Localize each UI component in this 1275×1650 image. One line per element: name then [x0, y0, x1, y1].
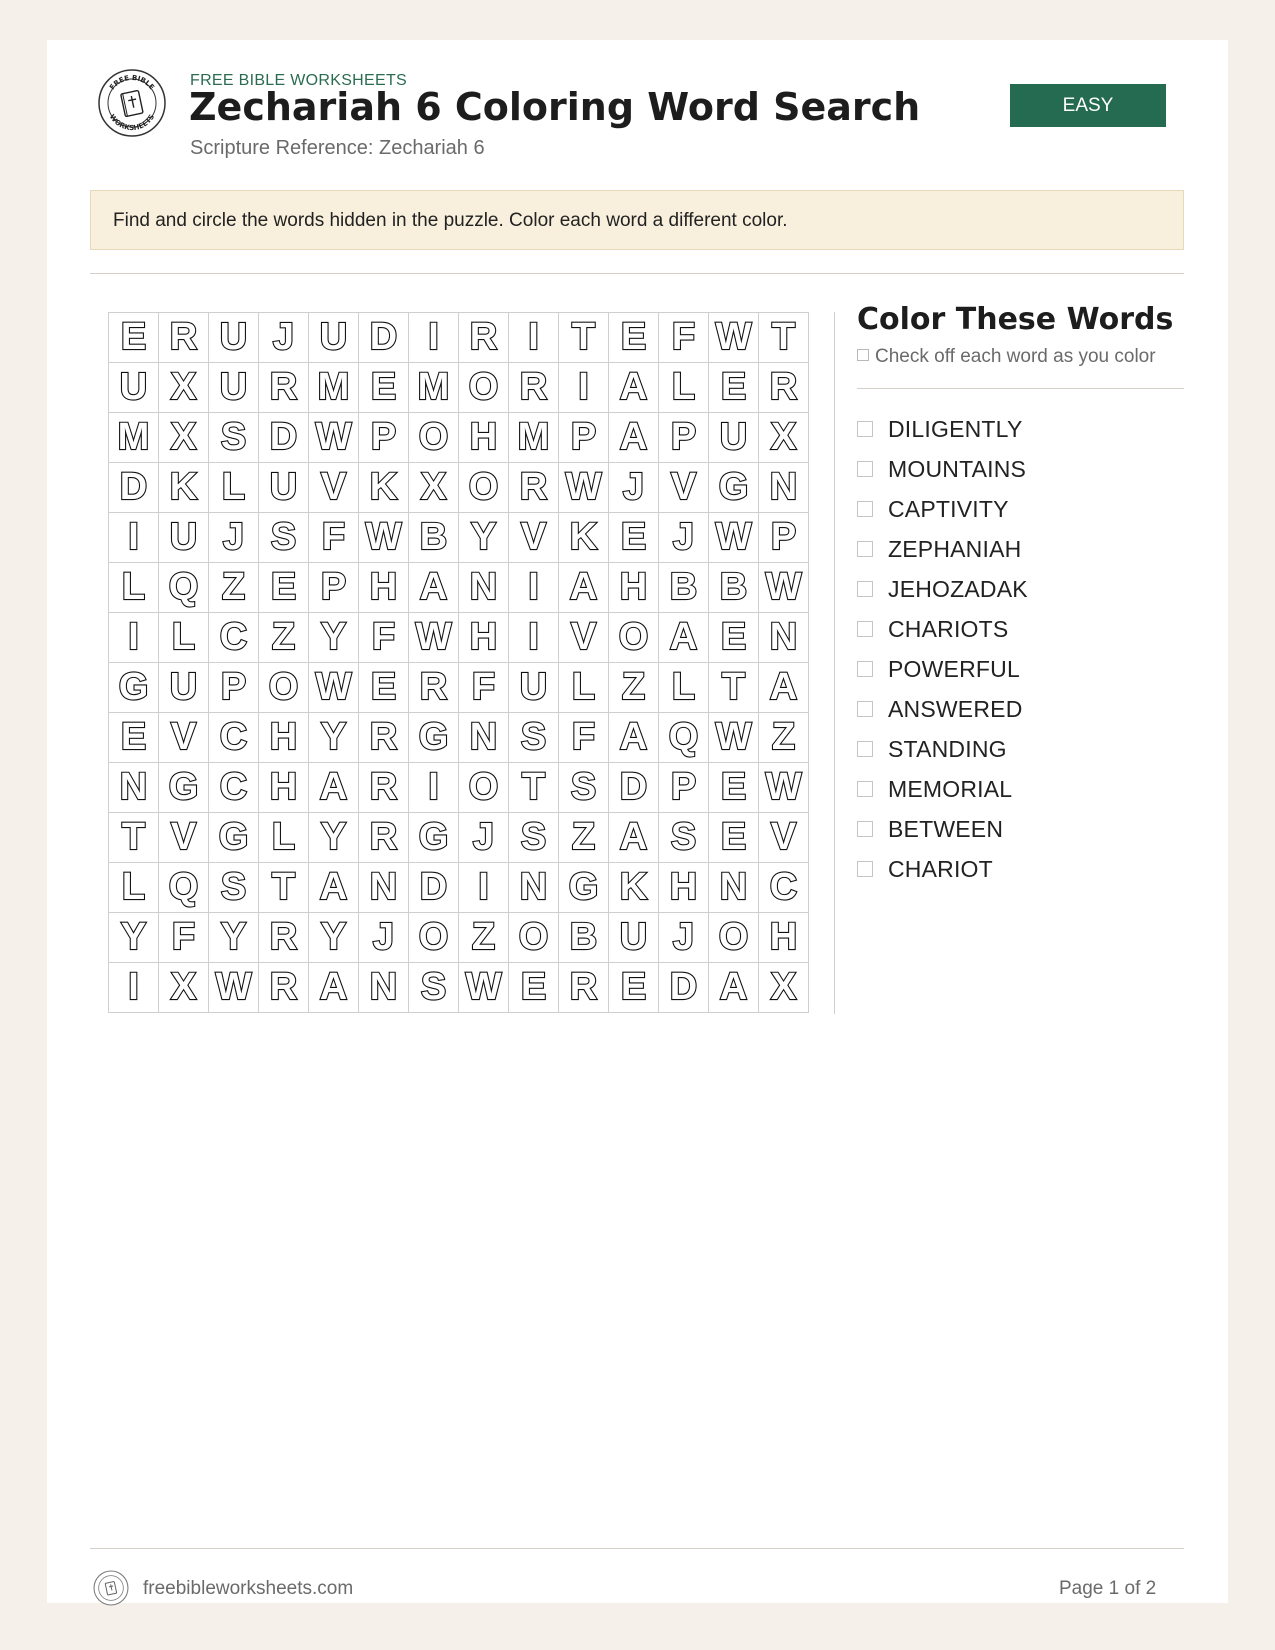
grid-cell[interactable]: F: [659, 313, 709, 363]
grid-cell[interactable]: A: [309, 963, 359, 1013]
grid-cell[interactable]: U: [259, 463, 309, 513]
grid-cell[interactable]: J: [609, 463, 659, 513]
grid-cell[interactable]: N: [359, 863, 409, 913]
logo-text-top: FREE BIBLE: [108, 73, 156, 92]
grid-cell[interactable]: J: [659, 513, 709, 563]
grid-cell[interactable]: Y: [309, 713, 359, 763]
grid-cell[interactable]: O: [509, 913, 559, 963]
grid-cell[interactable]: N: [509, 863, 559, 913]
word-checkbox[interactable]: [857, 421, 873, 437]
grid-cell[interactable]: M: [409, 363, 459, 413]
grid-cell[interactable]: Z: [459, 913, 509, 963]
grid-cell[interactable]: T: [709, 663, 759, 713]
grid-cell[interactable]: Z: [209, 563, 259, 613]
grid-cell[interactable]: X: [159, 413, 209, 463]
grid-cell[interactable]: R: [259, 913, 309, 963]
grid-cell[interactable]: I: [509, 563, 559, 613]
grid-cell[interactable]: I: [509, 613, 559, 663]
grid-cell[interactable]: R: [259, 363, 309, 413]
grid-cell[interactable]: D: [359, 313, 409, 363]
grid-cell[interactable]: E: [109, 713, 159, 763]
word-label: CAPTIVITY: [888, 495, 1009, 522]
footer-site-link[interactable]: freebibleworksheets.com: [143, 1578, 354, 1599]
grid-cell[interactable]: E: [609, 513, 659, 563]
grid-cell[interactable]: P: [659, 763, 709, 813]
grid-cell[interactable]: G: [409, 713, 459, 763]
word-list: [857, 409, 1028, 889]
grid-cell[interactable]: A: [659, 613, 709, 663]
grid-cell[interactable]: L: [209, 463, 259, 513]
grid-cell[interactable]: S: [509, 713, 559, 763]
grid-cell[interactable]: E: [709, 363, 759, 413]
grid-cell[interactable]: Q: [159, 863, 209, 913]
word-checkbox[interactable]: [857, 861, 873, 877]
grid-cell[interactable]: Q: [159, 563, 209, 613]
grid-cell[interactable]: I: [109, 613, 159, 663]
grid-cell[interactable]: X: [409, 463, 459, 513]
word-list-item: [857, 609, 1028, 649]
grid-cell[interactable]: D: [259, 413, 309, 463]
word-list-item: [857, 729, 1028, 769]
grid-cell[interactable]: A: [609, 813, 659, 863]
grid-cell[interactable]: E: [709, 813, 759, 863]
grid-cell[interactable]: T: [759, 313, 809, 363]
grid-cell[interactable]: N: [759, 613, 809, 663]
grid-cell[interactable]: A: [309, 863, 359, 913]
grid-cell[interactable]: S: [409, 963, 459, 1013]
grid-cell[interactable]: Z: [759, 713, 809, 763]
word-label: MOUNTAINS: [888, 455, 1027, 482]
word-label: BETWEEN: [888, 815, 1004, 842]
grid-cell[interactable]: S: [209, 413, 259, 463]
word-checkbox[interactable]: [857, 741, 873, 757]
grid-cell[interactable]: A: [559, 563, 609, 613]
grid-cell[interactable]: P: [309, 563, 359, 613]
grid-cell[interactable]: J: [359, 913, 409, 963]
word-checkbox[interactable]: [857, 501, 873, 517]
grid-cell[interactable]: C: [759, 863, 809, 913]
grid-cell[interactable]: P: [359, 413, 409, 463]
grid-cell[interactable]: I: [509, 313, 559, 363]
word-label: JEHOZADAK: [888, 575, 1028, 602]
word-list-item: [857, 689, 1028, 729]
grid-cell[interactable]: R: [509, 363, 559, 413]
grid-cell[interactable]: N: [109, 763, 159, 813]
grid-cell[interactable]: L: [659, 663, 709, 713]
grid-cell[interactable]: V: [159, 713, 209, 763]
grid-cell[interactable]: X: [759, 413, 809, 463]
grid-cell[interactable]: R: [409, 663, 459, 713]
grid-cell[interactable]: G: [709, 463, 759, 513]
grid-cell[interactable]: E: [359, 663, 409, 713]
grid-cell[interactable]: R: [359, 763, 409, 813]
grid-cell[interactable]: P: [559, 413, 609, 463]
grid-cell[interactable]: B: [659, 563, 709, 613]
grid-cell[interactable]: U: [209, 313, 259, 363]
grid-cell[interactable]: D: [659, 963, 709, 1013]
grid-cell[interactable]: F: [559, 713, 609, 763]
grid-cell[interactable]: L: [659, 363, 709, 413]
word-label: MEMORIAL: [888, 775, 1013, 802]
grid-cell[interactable]: H: [609, 563, 659, 613]
grid-cell[interactable]: R: [259, 963, 309, 1013]
brand-name: FREE BIBLE WORKSHEETS: [190, 72, 408, 89]
word-label: CHARIOTS: [888, 615, 1009, 642]
word-list-item: [857, 849, 1028, 889]
word-checkbox[interactable]: [857, 581, 873, 597]
footer-logo-icon: [93, 1570, 129, 1606]
grid-cell[interactable]: W: [759, 563, 809, 613]
footer-divider: [90, 1548, 1184, 1549]
word-list-subtitle: [857, 346, 1156, 368]
grid-cell[interactable]: O: [409, 913, 459, 963]
grid-cell[interactable]: X: [759, 963, 809, 1013]
grid-cell[interactable]: G: [409, 813, 459, 863]
grid-cell[interactable]: U: [159, 663, 209, 713]
grid-cell[interactable]: C: [209, 763, 259, 813]
grid-cell[interactable]: T: [259, 863, 309, 913]
grid-cell[interactable]: A: [609, 713, 659, 763]
word-checkbox[interactable]: [857, 701, 873, 717]
grid-cell[interactable]: Y: [309, 813, 359, 863]
grid-cell[interactable]: K: [159, 463, 209, 513]
word-label: STANDING: [888, 735, 1007, 762]
grid-cell[interactable]: L: [159, 613, 209, 663]
worksheet-page: [47, 40, 1228, 1603]
grid-cell[interactable]: M: [309, 363, 359, 413]
grid-cell[interactable]: D: [409, 863, 459, 913]
grid-cell[interactable]: E: [709, 613, 759, 663]
grid-cell[interactable]: Z: [609, 663, 659, 713]
grid-cell[interactable]: O: [459, 463, 509, 513]
grid-cell[interactable]: O: [459, 363, 509, 413]
grid-cell[interactable]: E: [609, 313, 659, 363]
grid-cell[interactable]: H: [259, 713, 309, 763]
grid-cell[interactable]: R: [559, 963, 609, 1013]
grid-cell[interactable]: L: [109, 563, 159, 613]
grid-cell[interactable]: F: [159, 913, 209, 963]
difficulty-badge: EASY: [1010, 84, 1166, 127]
grid-cell[interactable]: F: [459, 663, 509, 713]
grid-cell[interactable]: J: [659, 913, 709, 963]
grid-cell[interactable]: W: [309, 663, 359, 713]
grid-cell[interactable]: P: [659, 413, 709, 463]
word-checkbox[interactable]: [857, 661, 873, 677]
grid-cell[interactable]: I: [459, 863, 509, 913]
grid-cell[interactable]: W: [409, 613, 459, 663]
grid-cell[interactable]: O: [609, 613, 659, 663]
grid-cell[interactable]: E: [609, 963, 659, 1013]
grid-cell[interactable]: U: [159, 513, 209, 563]
grid-cell[interactable]: G: [559, 863, 609, 913]
grid-cell[interactable]: B: [709, 563, 759, 613]
checkbox-icon: [857, 349, 869, 361]
grid-cell[interactable]: E: [509, 963, 559, 1013]
grid-cell[interactable]: Z: [259, 613, 309, 663]
grid-cell[interactable]: G: [159, 763, 209, 813]
grid-cell[interactable]: E: [709, 763, 759, 813]
grid-cell[interactable]: D: [609, 763, 659, 813]
word-list-item: [857, 409, 1028, 449]
grid-cell[interactable]: J: [209, 513, 259, 563]
grid-cell[interactable]: W: [709, 713, 759, 763]
grid-cell[interactable]: F: [309, 513, 359, 563]
grid-cell[interactable]: K: [559, 513, 609, 563]
grid-cell[interactable]: U: [309, 313, 359, 363]
grid-cell[interactable]: O: [459, 763, 509, 813]
grid-cell[interactable]: E: [259, 563, 309, 613]
word-list-title: Color These Words: [857, 302, 1174, 337]
grid-cell[interactable]: F: [359, 613, 409, 663]
grid-cell[interactable]: V: [659, 463, 709, 513]
grid-cell[interactable]: Z: [559, 813, 609, 863]
grid-cell[interactable]: R: [359, 813, 409, 863]
grid-cell[interactable]: J: [259, 313, 309, 363]
grid-cell[interactable]: W: [709, 313, 759, 363]
grid-cell[interactable]: S: [209, 863, 259, 913]
grid-cell[interactable]: V: [309, 463, 359, 513]
grid-cell[interactable]: G: [109, 663, 159, 713]
grid-cell[interactable]: H: [459, 613, 509, 663]
grid-cell[interactable]: B: [409, 513, 459, 563]
grid-cell[interactable]: Y: [309, 613, 359, 663]
grid-cell[interactable]: U: [609, 913, 659, 963]
grid-cell[interactable]: S: [509, 813, 559, 863]
grid-cell[interactable]: N: [359, 963, 409, 1013]
grid-cell[interactable]: Q: [659, 713, 709, 763]
logo-text-bottom: WORKSHEETS: [107, 112, 157, 133]
grid-cell[interactable]: Y: [309, 913, 359, 963]
grid-cell[interactable]: H: [759, 913, 809, 963]
grid-cell[interactable]: T: [509, 763, 559, 813]
grid-cell[interactable]: K: [359, 463, 409, 513]
grid-cell[interactable]: W: [309, 413, 359, 463]
grid-cell[interactable]: H: [259, 763, 309, 813]
grid-cell[interactable]: B: [559, 913, 609, 963]
grid-cell[interactable]: V: [759, 813, 809, 863]
word-checkbox[interactable]: [857, 621, 873, 637]
grid-cell[interactable]: V: [509, 513, 559, 563]
grid-cell[interactable]: C: [209, 713, 259, 763]
grid-cell[interactable]: O: [409, 413, 459, 463]
grid-cell[interactable]: V: [559, 613, 609, 663]
page-number: Page 1 of 2: [1059, 1578, 1157, 1599]
word-checkbox[interactable]: [857, 821, 873, 837]
grid-cell[interactable]: L: [259, 813, 309, 863]
word-list-item: [857, 569, 1028, 609]
grid-cell[interactable]: A: [609, 363, 659, 413]
grid-cell[interactable]: R: [759, 363, 809, 413]
grid-cell[interactable]: X: [159, 363, 209, 413]
grid-cell[interactable]: W: [559, 463, 609, 513]
word-list-item: [857, 649, 1028, 689]
word-label: CHARIOT: [888, 855, 993, 882]
grid-cell[interactable]: I: [559, 363, 609, 413]
grid-cell[interactable]: J: [459, 813, 509, 863]
grid-cell[interactable]: G: [209, 813, 259, 863]
word-label: DILIGENTLY: [888, 415, 1023, 442]
grid-cell[interactable]: S: [659, 813, 709, 863]
grid-cell[interactable]: R: [359, 713, 409, 763]
scripture-reference: Scripture Reference: Zechariah 6: [190, 137, 485, 159]
word-list-subtitle-text: Check off each word as you color: [875, 346, 1156, 367]
grid-cell[interactable]: L: [559, 663, 609, 713]
grid-cell[interactable]: Y: [459, 513, 509, 563]
grid-cell[interactable]: U: [209, 363, 259, 413]
grid-cell[interactable]: R: [459, 313, 509, 363]
grid-cell[interactable]: R: [509, 463, 559, 513]
grid-cell[interactable]: A: [309, 763, 359, 813]
grid-cell[interactable]: A: [409, 563, 459, 613]
word-label: POWERFUL: [888, 655, 1020, 682]
grid-cell[interactable]: A: [759, 663, 809, 713]
grid-cell[interactable]: E: [359, 363, 409, 413]
grid-cell[interactable]: M: [109, 413, 159, 463]
grid-cell[interactable]: I: [109, 513, 159, 563]
grid-cell[interactable]: U: [109, 363, 159, 413]
word-search-grid[interactable]: [108, 312, 809, 1013]
word-checkbox[interactable]: [857, 781, 873, 797]
grid-cell[interactable]: Y: [209, 913, 259, 963]
grid-cell[interactable]: Y: [109, 913, 159, 963]
grid-cell[interactable]: O: [259, 663, 309, 713]
grid-cell[interactable]: W: [209, 963, 259, 1013]
word-checkbox[interactable]: [857, 541, 873, 557]
grid-cell[interactable]: H: [659, 863, 709, 913]
grid-cell[interactable]: E: [109, 313, 159, 363]
word-list-item: [857, 529, 1028, 569]
grid-cell[interactable]: S: [259, 513, 309, 563]
grid-cell[interactable]: R: [159, 313, 209, 363]
grid-cell[interactable]: P: [209, 663, 259, 713]
word-list-item: [857, 449, 1028, 489]
grid-cell[interactable]: I: [409, 313, 459, 363]
grid-cell[interactable]: P: [759, 513, 809, 563]
word-list-item: [857, 489, 1028, 529]
instructions-box: Find and circle the words hidden in the puzzle. Color each word a different color.: [90, 190, 1184, 250]
grid-cell[interactable]: V: [159, 813, 209, 863]
column-divider: [834, 312, 835, 1014]
grid-cell[interactable]: W: [459, 963, 509, 1013]
grid-cell[interactable]: D: [109, 463, 159, 513]
word-list-item: [857, 809, 1028, 849]
grid-cell[interactable]: T: [559, 313, 609, 363]
grid-cell[interactable]: N: [709, 863, 759, 913]
grid-cell[interactable]: N: [459, 563, 509, 613]
grid-cell[interactable]: W: [359, 513, 409, 563]
word-checkbox[interactable]: [857, 461, 873, 477]
grid-cell[interactable]: O: [709, 913, 759, 963]
grid-cell[interactable]: M: [509, 413, 559, 463]
grid-cell[interactable]: H: [459, 413, 509, 463]
grid-cell[interactable]: A: [609, 413, 659, 463]
page-title: Zechariah 6 Coloring Word Search: [189, 85, 921, 129]
grid-cell[interactable]: X: [159, 963, 209, 1013]
word-list-item: [857, 769, 1028, 809]
grid-cell[interactable]: W: [709, 513, 759, 563]
word-label: ZEPHANIAH: [888, 535, 1022, 562]
grid-cell[interactable]: N: [759, 463, 809, 513]
grid-cell[interactable]: H: [359, 563, 409, 613]
free-bible-worksheets-logo-icon: [97, 68, 167, 138]
grid-cell[interactable]: N: [459, 713, 509, 763]
grid-cell[interactable]: I: [409, 763, 459, 813]
grid-cell[interactable]: U: [709, 413, 759, 463]
grid-cell[interactable]: L: [109, 863, 159, 913]
grid-cell[interactable]: C: [209, 613, 259, 663]
grid-cell[interactable]: S: [559, 763, 609, 813]
grid-cell[interactable]: I: [109, 963, 159, 1013]
grid-cell[interactable]: A: [709, 963, 759, 1013]
divider: [90, 273, 1184, 274]
grid-cell[interactable]: K: [609, 863, 659, 913]
grid-cell[interactable]: T: [109, 813, 159, 863]
grid-cell[interactable]: U: [509, 663, 559, 713]
grid-cell[interactable]: W: [759, 763, 809, 813]
word-label: ANSWERED: [888, 695, 1023, 722]
divider: [857, 388, 1184, 389]
